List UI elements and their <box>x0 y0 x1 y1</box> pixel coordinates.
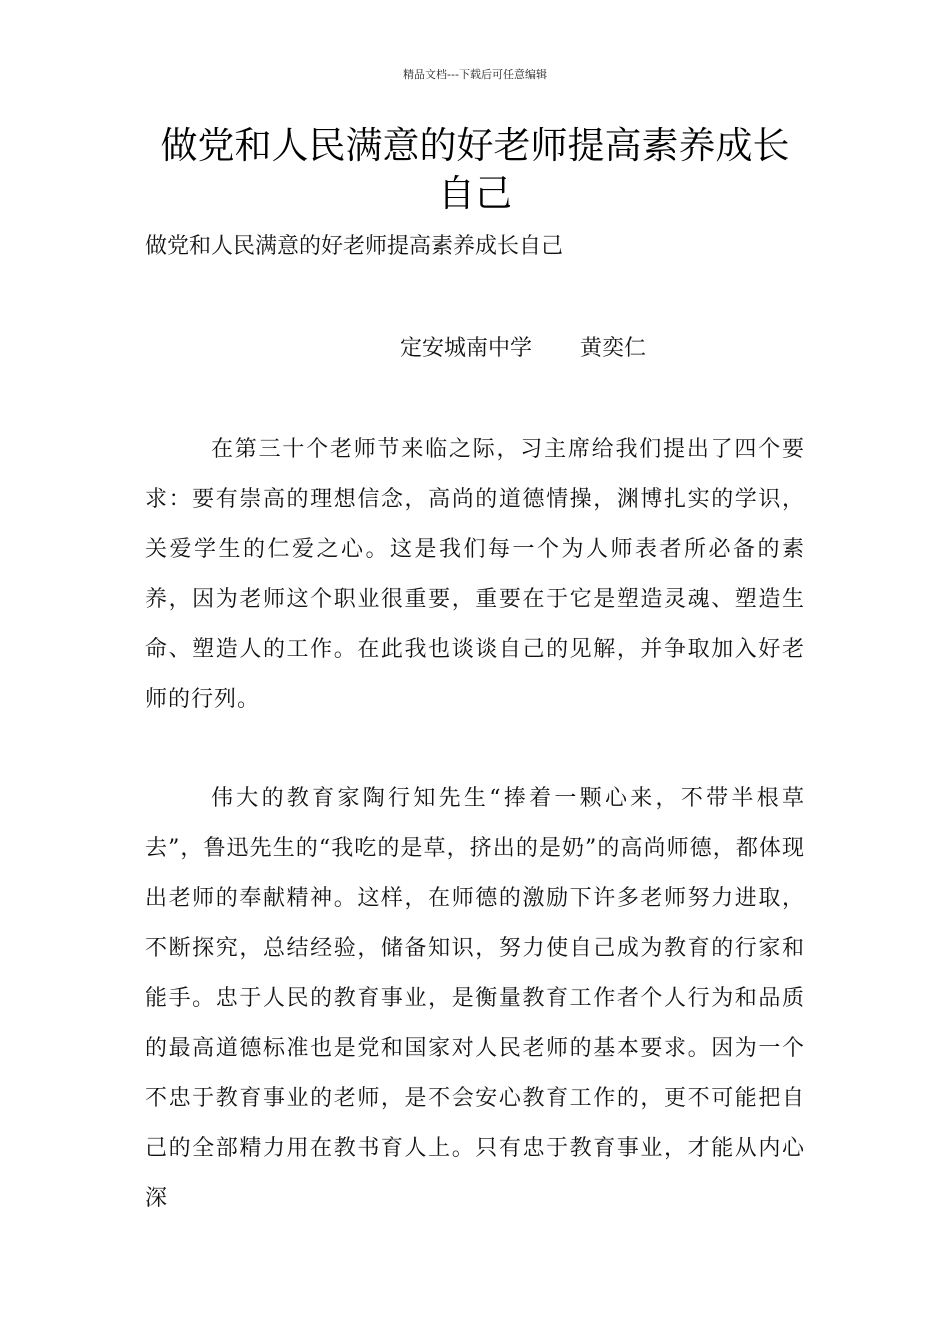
body-paragraph: 在第三十个老师节来临之际，习主席给我们提出了四个要求：要有崇高的理想信念，高尚的道德情操，渊博扎实的学识，关爱学生的仁爱之心。这是我们每一个为人师表者所必备的素养，因为老师这个职业很重要，重要在于它是塑造灵魂、塑造生命、塑造人的工作。在此我也谈谈自己的见解，并争取加入好老师的行列。 <box>145 437 805 712</box>
document-title: 做党和人民满意的好老师提高素养成长自己 <box>160 124 790 215</box>
header-note: 精品文档---下载后可任意编辑 <box>403 68 547 81</box>
school-name: 定安城南中学 <box>400 336 533 361</box>
author-name: 黄奕仁 <box>580 336 647 361</box>
document-subtitle: 做党和人民满意的好老师提高素养成长自己 <box>145 234 564 259</box>
body-paragraph: 伟大的教育家陶行知先生“捧着一颗心来，不带半根草去”，鲁迅先生的“我吃的是草，挤出的是奶”的高尚师德，都体现出老师的奉献精神。这样，在师德的激励下许多老师努力进取，不断探究，总结经验，储备知识，努力使自己成为教育的行家和能手。忠于人民的教育事业，是衡量教育工作者个人行为和品质的最高道德标准也是党和国家对人民老师的基本要求。因为一个不忠于教育事业的老师，是不会安心教育工作的，更不可能把自己的全部精力用在教书育人上。只有忠于教育事业，才能从内心深 <box>145 786 805 1211</box>
byline <box>400 334 646 364</box>
